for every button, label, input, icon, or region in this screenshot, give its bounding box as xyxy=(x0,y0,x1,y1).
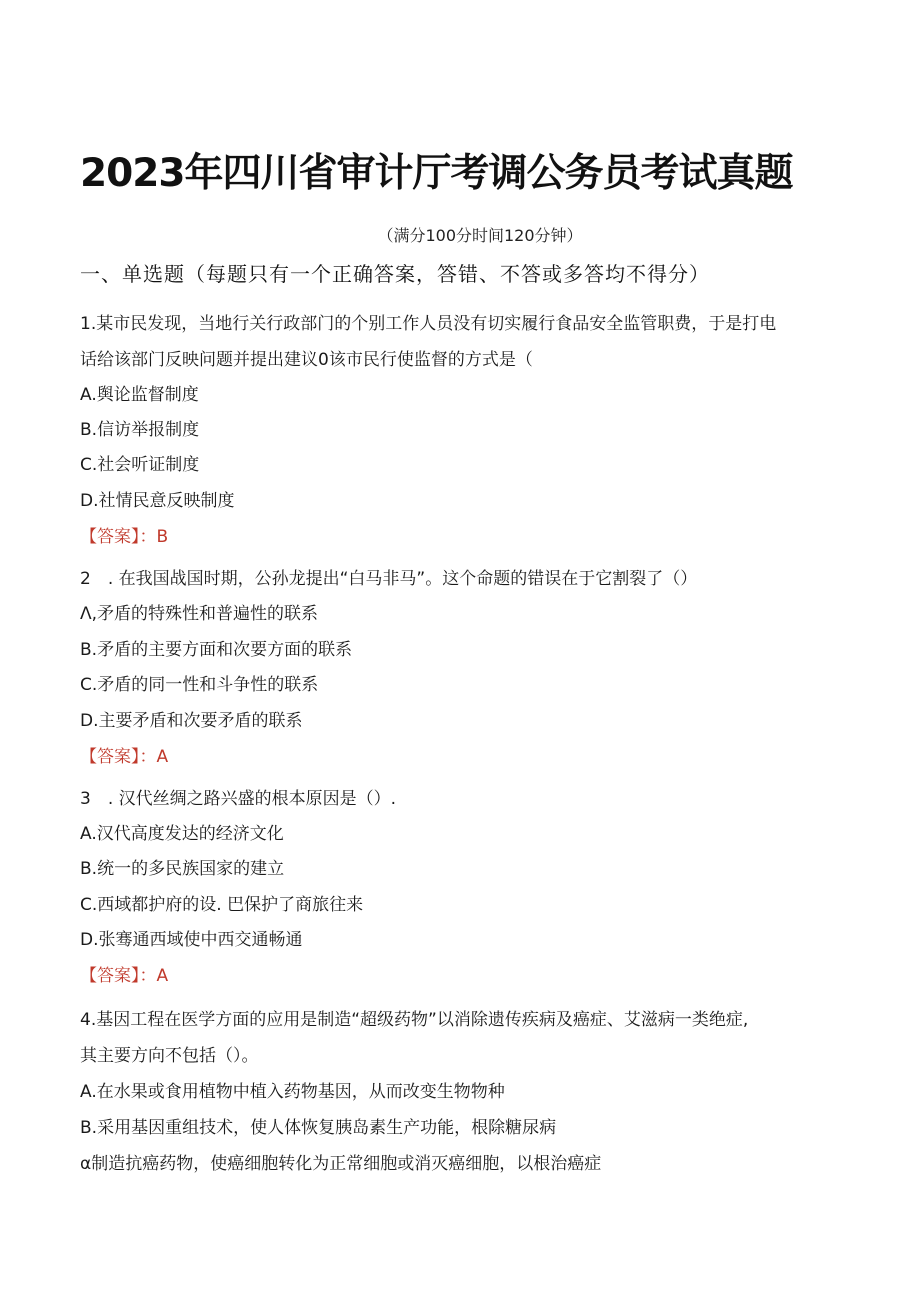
exam-duration-note: （满分100分时间120分钟） xyxy=(377,226,583,245)
question-2-option-a: Λ,矛盾的特殊性和普遍性的联系 xyxy=(80,604,319,624)
question-4-option-c: α制造抗癌药物，使癌细胞转化为正常细胞或消灭癌细胞，以根治癌症 xyxy=(80,1154,602,1174)
question-2-option-b: B.矛盾的主要方面和次要方面的联系 xyxy=(80,640,353,660)
question-3-option-d: D.张骞通西域使中西交通畅通 xyxy=(80,930,303,950)
question-3-option-b: B.统一的多民族国家的建立 xyxy=(80,859,285,879)
question-2-stem-line-1: 2 . 在我国战国时期，公孙龙提出“白马非马”。这个命题的错误在于它割裂了（） xyxy=(80,569,698,589)
question-1-option-c: C.社会听证制度 xyxy=(80,455,200,475)
question-1-option-b: B.信访举报制度 xyxy=(80,420,200,440)
document-title: 2023年四川省审计厅考调公务员考试真题 xyxy=(80,151,793,196)
question-1-answer: 【答案】：B xyxy=(80,527,169,547)
question-2-answer: 【答案】：A xyxy=(80,747,169,767)
question-4-stem-line-2: 其主要方向不包括（）。 xyxy=(80,1046,259,1066)
question-4-stem-line-1: 4.基因工程在医学方面的应用是制造“超级药物”以消除遗传疾病及癌症、艾滋病一类绝症, xyxy=(80,1010,749,1030)
question-3-answer: 【答案】：A xyxy=(80,966,169,986)
question-1-option-a: A.舆论监督制度 xyxy=(80,385,199,405)
question-3-stem-line-1: 3 . 汉代丝绸之路兴盛的根本原因是（）. xyxy=(80,789,397,809)
question-3-option-a: A.汉代高度发达的经济文化 xyxy=(80,824,284,844)
question-3-option-c: C.西域都护府的设. 巴保护了商旅往来 xyxy=(80,895,364,915)
section-heading: 一、单选题（每题只有一个正确答案，答错、不答或多答均不得分） xyxy=(80,262,710,286)
question-1-stem-line-2: 话给该部门反映问题并提出建议0该市民行使监督的方式是（ xyxy=(80,350,533,370)
question-2-option-d: D.主要矛盾和次要矛盾的联系 xyxy=(80,711,303,731)
question-1-option-d: D.社情民意反映制度 xyxy=(80,491,235,511)
question-4-option-b: B.采用基因重组技术，使人体恢复胰岛素生产功能，根除糖尿病 xyxy=(80,1118,557,1138)
question-1-stem-line-1: 1.某市民发现，当地行关行政部门的个别工作人员没有切实履行食品安全监管职费，于是打电 xyxy=(80,314,777,334)
question-2-option-c: C.矛盾的同一性和斗争性的联系 xyxy=(80,675,319,695)
question-4-option-a: A.在水果或食用植物中植入药物基因，从而改变生物物种 xyxy=(80,1082,505,1102)
